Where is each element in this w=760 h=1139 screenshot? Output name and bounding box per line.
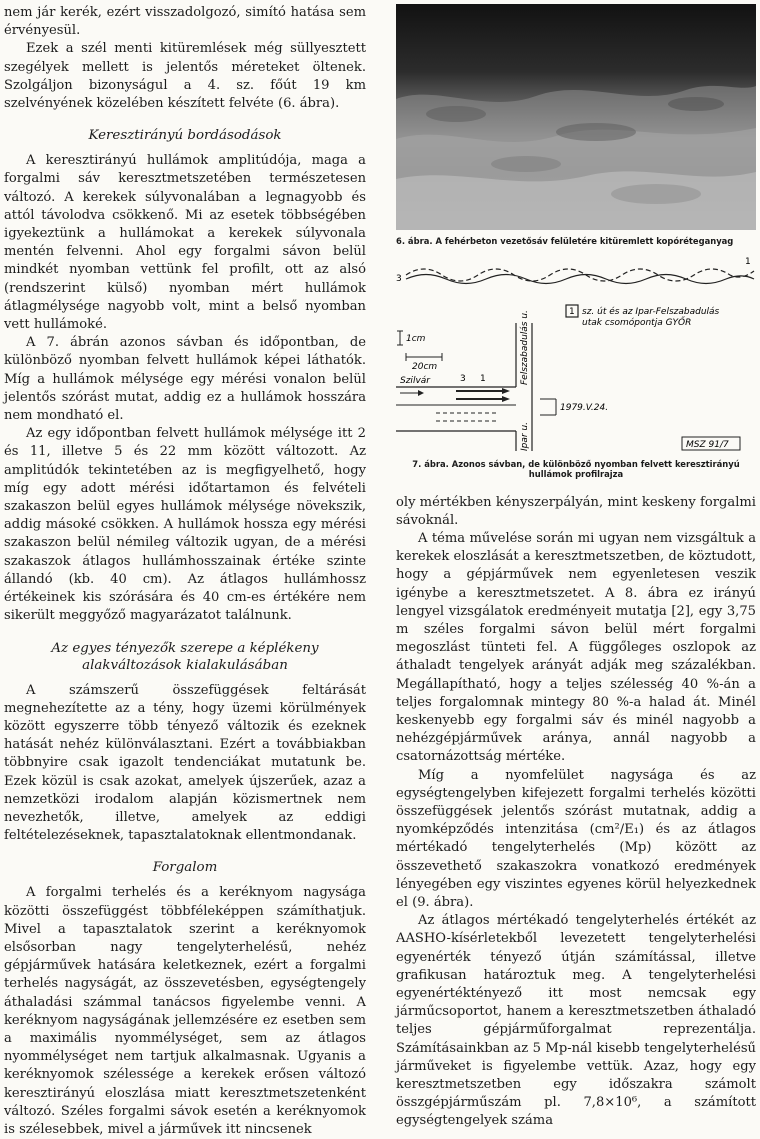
paragraph: A számszerű összefüggések feltárását megnehezítette az a tény, hogy üzemi körülmények között egyszerre több tényező változik és ezeknek hatását nehéz különválasztani. Ezért a továbbiakban többnyire csak igazolt tendenciákat mutatunk be. Ezek közül is csak azokat, amelyek újszerűek, azaz a nemzetközi irodalom alapján közismertnek nem nevezhetők, illetve, amelyek az eddigi feltételezéseknek, tapasztalatoknak ellentmondanak. — [4, 682, 366, 844]
section-heading: Forgalom — [152, 860, 218, 876]
right-body-text — [396, 494, 756, 1131]
figure-7-caption: 7. ábra. Azonos sávban, de különböző nyomban felvett keresztirányú hullámok profilrajza — [412, 458, 740, 479]
svg-text:1: 1 — [569, 306, 575, 317]
road-name-bottom: Ipar u. — [520, 421, 530, 451]
horizontal-scale-label: 20cm — [412, 361, 438, 372]
figure-6-caption: 6. ábra. A fehérbeton vezetősáv felületére kitüremlett kopóréteganyag — [396, 236, 734, 246]
photo-texture — [396, 4, 756, 230]
vertical-scale-label: 1cm — [406, 333, 426, 344]
paragraph: Az átlagos mértékadó tengelyterhelés értékét az AASHO-kísérletekből levezetett tengelyterhelési egyenérték tényező útján számítással, illetve grafikusan határoztuk meg. A tengelyterhelési egyenértéktényező itt most nemcsak egy járműcsoportot, hanem a keresztmetszetben áthaladó teljes gépjárműforgalmat reprezentálja. Számításainkban az 5 Mp-nál kisebb tengelyterhelésű járműveket is figyelembe vettük. Azaz, hogy egy keresztmetszetben egy időszakra számolt összgépjárműszám pl. 7,8×10⁶, a számított egységtengelyek száma — [396, 913, 756, 1129]
paragraph: A téma művelése során mi ugyan nem vizsgáltuk a kerekek eloszlását a keresztmetszetben, de köztudott, hogy a gépjárművek nem egyenletesen veszik igénybe a keresztmetszetet. A 8. ábra ez irányú lengyel vizsgálatok eredményeit mutatja [2], egy 3,75 m széles forgalmi sávon belül mért forgalmi megoszlást tünteti fel. A függőleges oszlopok az áthaladt tengelyek arányát adják meg százalékban. Megállapítható, hogy a teljes szélesség 40 %-án a teljes forgalomnak mintegy 80 %-a halad át. Minél keskenyebb egy forgalmi sáv és minél nagyobb a nehézgépjárművek aránya, annál nagyobb a csatornázottság mértéke. — [396, 530, 756, 765]
track-mark-1: 1 — [480, 373, 486, 384]
paragraph: Az egy időpontban felvett hullámok mélysége itt 2 és 11, illetve 5 és 22 mm között változott. Az amplitúdók tekintetében az is megfigyelhető, hogy míg egy adott mérési időtartamon és felvételi szakaszon belül egyes hullámok mélysége növekszik, addig másoké csökken. A hullámok hossza egy mérési szakaszon belül némileg változik ugyan, de a mérési szakaszok átlagos hullámhosszainak értéke szinte állandó (kb. 40 cm). Az átlagos hullámhossz értékeinek kis szórására és 40 cm-es értékére nem sikerült meggyőző magyarázatot találnunk. — [4, 426, 366, 624]
section-heading: Az egyes tényezők szerepe a képlékeny alakváltozások kialakulásában — [51, 640, 319, 673]
figure-7-diagram — [396, 253, 756, 453]
right-column — [396, 4, 756, 1131]
figure-6-photo — [396, 4, 756, 230]
track-mark-3: 3 — [460, 373, 466, 384]
paragraph: A keresztirányú hullámok amplitúdója, maga a forgalmi sáv keresztmetszetében természetesen változó. A kerekek súlyvonalában a legnagyobb és attól távolodva csökkenő. Mi az esetek többségében igyekeztünk a hullámokat a kerekek súlyvonala mentén felvenni. Ahol egy forgalmi sávon belül mindkét nyomban vettünk fel profilt, ott az alsó (rendszerint külső) nyomban mért hullámok átlagmélysége nagyobb volt, mint a belső nyomban vett hullámoké. — [4, 153, 366, 333]
profile-drawing — [396, 253, 756, 453]
paragraph: oly mértékben kényszerpályán, mint keskeny forgalmi sávoknál. — [396, 494, 756, 528]
paragraph: A forgalmi terhelés és a keréknyom nagysága közötti összefüggést többféleképpen számíthatjuk. Mivel a tapasztalatok szerint a keréknyomok elsősorban nagy tengelyterhelésű, nehéz gépjárművek hatására keletkeznek, ezért a forgalmi terhelés nagyságát, az összevetésben, egységtengely áthaladási számmal tanácsos figyelembe venni. A keréknyom nagyságának jellemzésére ez esetben sem a maximális nyommélységet, sem az átlagos nyommélységet nem tartjuk alkalmasnak. Ugyanis a keréknyomok szélessége a kerekek erősen változó keresztirányú eloszlása miatt keresztmetszetenként változó. Széles forgalmi sávok esetén a keréknyomok is szélesebbek, mivel a járművek itt nincsenek — [4, 885, 366, 1137]
paragraph: Míg a nyomfelület nagysága és az egységtengelyben kifejezett forgalmi terhelés közötti összefüggések jelentős szórást mutatnak, addig a nyomképződés intenzitása (cm²/E₁) és az átlagos mértékadó tengelyterhelés (Mp) között az összevethető szakaszokra vonatkozó eredmények lényegében egy viszintes egyenes körül helyezkednek el (9. ábra). — [396, 767, 756, 910]
profile-label-1: 1 — [745, 256, 751, 267]
measurement-date: 1979.V.24. — [560, 402, 609, 413]
profile-label-3: 3 — [396, 273, 402, 284]
wave-profile-1 — [406, 274, 754, 283]
paragraph: nem jár kerék, ezért visszadolgozó, simító hatása sem érvényesül. — [4, 5, 366, 39]
paragraph: Ezek a szél menti kitüremlések még süllyesztett szegélyek mellett is jelentős méreteket öltenek. Szolgáljon bizonyságul a 4. sz. főút 19 km szelvényének közelében készített felvéte (6. ábra). — [4, 41, 366, 112]
standard-code: MSZ 91/7 — [686, 439, 729, 450]
section-heading: Keresztirányú bordásodások — [88, 128, 282, 144]
direction-label: Szilvár — [400, 375, 430, 386]
left-column — [4, 4, 366, 1139]
site-title-line1: sz. út és az Ipar-Felszabadulás — [582, 306, 720, 317]
site-title-line2: utak csomópontja GYŐR — [582, 317, 692, 328]
paragraph: A 7. ábrán azonos sávban és időpontban, de különböző nyomban felvett hullámok képei láthatók. Míg a hullámok mélysége egy mérési vonalon belül jelentős szórást mutat, addig ez a hullámok hosszára nem mondható el. — [4, 335, 366, 424]
road-name-top: Felszabadulás u. — [520, 309, 530, 385]
